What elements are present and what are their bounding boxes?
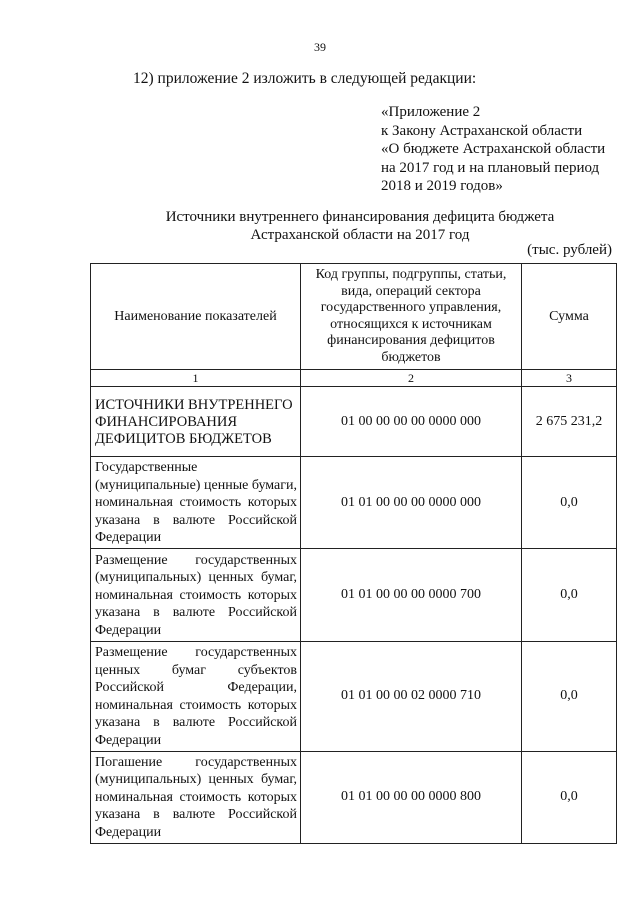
appendix-line: на 2017 год и на плановый период bbox=[381, 159, 600, 176]
row-sum: 0,0 bbox=[522, 549, 617, 642]
table-row bbox=[91, 751, 617, 843]
row-code: 01 01 00 00 00 0000 000 bbox=[301, 457, 522, 549]
row-name: Размещение государственных (муниципальных) ценных бумаг, номинальная стоимость которых указана в валюте Российской Федерации bbox=[91, 549, 301, 642]
appendix-line: 2018 и 2019 годов» bbox=[381, 178, 503, 195]
intro-paragraph: 12) приложение 2 изложить в следующей редакции: bbox=[133, 70, 477, 87]
row-sum: 0,0 bbox=[522, 642, 617, 752]
row-code: 01 01 00 00 02 0000 710 bbox=[301, 642, 522, 752]
row-sum: 0,0 bbox=[522, 751, 617, 843]
row-name: Погашение государственных (муниципальных) ценных бумаг, номинальная стоимость которых указана в валюте Российской Федерации bbox=[91, 751, 301, 843]
row-code: 01 00 00 00 00 0000 000 bbox=[301, 387, 522, 457]
table-row bbox=[91, 642, 617, 752]
column-number-row bbox=[91, 370, 617, 387]
header-sum: Сумма bbox=[522, 264, 617, 370]
table-title bbox=[80, 208, 640, 244]
table-title-line: Источники внутреннего финансирования дефицита бюджета bbox=[165, 209, 555, 225]
row-code: 01 01 00 00 00 0000 800 bbox=[301, 751, 522, 843]
table-title-line: Астраханской области на 2017 год bbox=[250, 227, 470, 243]
table-row bbox=[91, 387, 617, 457]
row-sum: 0,0 bbox=[522, 457, 617, 549]
row-code: 01 01 00 00 00 0000 700 bbox=[301, 549, 522, 642]
row-name: Государственные (муниципальные) ценные бумаги, номинальная стоимость которых указана в валюте Российской Федерации bbox=[91, 457, 301, 549]
column-number: 2 bbox=[301, 370, 522, 387]
row-name: ИСТОЧНИКИ ВНУТРЕННЕГО ФИНАНСИРОВАНИЯ ДЕФИЦИТОВ БЮДЖЕТОВ bbox=[91, 387, 301, 457]
header-name: Наименование показателей bbox=[91, 264, 301, 370]
page-number: 39 bbox=[314, 40, 326, 54]
appendix-heading bbox=[381, 103, 605, 196]
table-row bbox=[91, 457, 617, 549]
appendix-line: к Закону Астраханской области bbox=[381, 122, 583, 139]
appendix-line: «Приложение 2 bbox=[381, 104, 481, 120]
header-row bbox=[91, 264, 617, 370]
row-sum: 2 675 231,2 bbox=[522, 387, 617, 457]
column-number: 3 bbox=[522, 370, 617, 387]
financing-table bbox=[90, 263, 617, 844]
table-row bbox=[91, 549, 617, 642]
column-number: 1 bbox=[91, 370, 301, 387]
units-label: (тыс. рублей) bbox=[527, 242, 612, 258]
appendix-line: «О бюджете Астраханской области bbox=[381, 141, 606, 158]
header-code: Код группы, подгруппы, статьи, вида, операций сектора государственного управления, относящихся к источникам финансирования дефицитов бюджетов bbox=[301, 264, 522, 370]
row-name: Размещение государственных ценных бумаг субъектов Российской Федерации, номинальная стоимость которых указана в валюте Российской Федерации bbox=[91, 642, 301, 752]
